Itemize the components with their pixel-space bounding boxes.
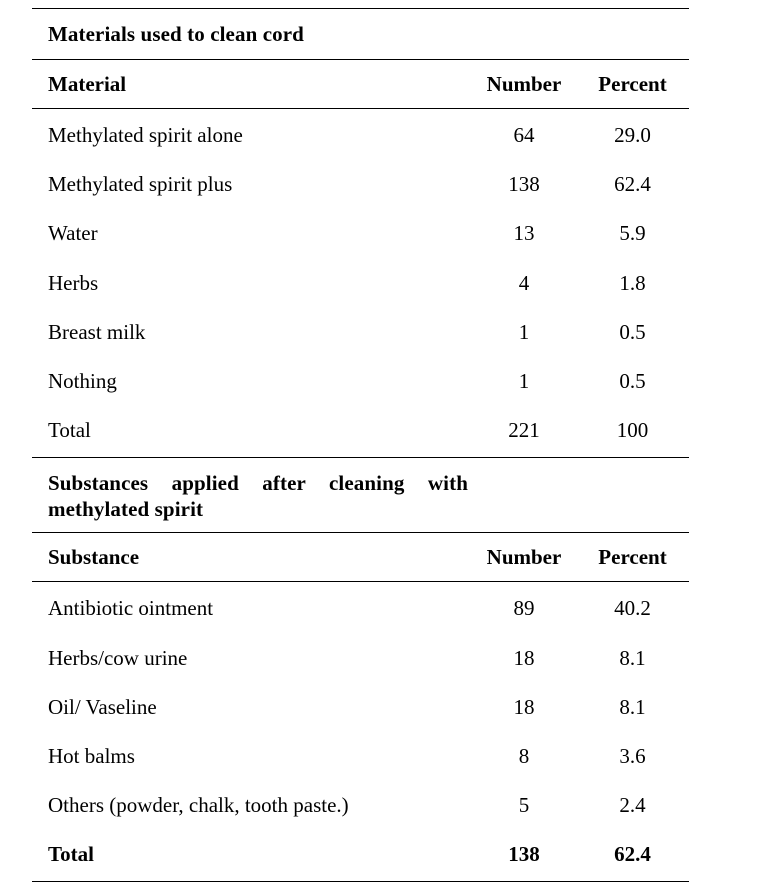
row-number: 13 — [513, 221, 535, 246]
column-header-material: Material — [48, 71, 127, 96]
row-number: 18 — [513, 645, 535, 670]
materials-body — [32, 109, 689, 457]
row-label: Oil/ Vaseline — [48, 694, 157, 719]
table-row — [32, 109, 689, 160]
row-percent: 3.6 — [619, 743, 646, 768]
table-row — [32, 582, 689, 633]
row-percent: 8.1 — [619, 694, 646, 719]
row-percent: 0.5 — [619, 319, 646, 344]
row-percent: 8.1 — [619, 645, 646, 670]
row-number: 1 — [518, 369, 530, 394]
row-label: Others (powder, chalk, tooth paste.) — [48, 793, 349, 818]
row-label: Methylated spirit plus — [48, 172, 233, 197]
total-row — [32, 406, 689, 455]
row-percent: 29.0 — [614, 123, 651, 148]
column-header-number: Number — [486, 71, 562, 96]
row-percent: 2.4 — [619, 793, 646, 818]
substances-body — [32, 582, 689, 881]
table-row — [32, 634, 689, 683]
row-label: Nothing — [48, 369, 117, 394]
row-number: 18 — [513, 694, 535, 719]
header-row-substances — [32, 533, 689, 581]
section-title-line: Substances applied after cleaning with — [48, 471, 468, 496]
row-label: Water — [48, 221, 98, 246]
row-number: 5 — [518, 793, 530, 818]
row-label: Total — [48, 842, 94, 867]
row-number: 89 — [513, 596, 535, 621]
row-percent: 62.4 — [614, 172, 651, 197]
bottom-rule — [32, 881, 689, 882]
table-row — [32, 357, 689, 406]
section-title-line: methylated spirit — [48, 497, 204, 522]
table-row — [32, 732, 689, 781]
section-title-materials: Materials used to clean cord — [48, 22, 304, 46]
table-row — [32, 259, 689, 308]
row-label: Breast milk — [48, 319, 146, 344]
row-percent: 40.2 — [614, 596, 651, 621]
table-row — [32, 308, 689, 357]
row-number: 8 — [518, 743, 530, 768]
row-percent: 100 — [616, 418, 649, 443]
column-header-number: Number — [486, 544, 562, 569]
row-percent: 62.4 — [614, 842, 651, 867]
column-header-percent: Percent — [598, 544, 667, 569]
cord-care-table — [32, 8, 689, 882]
table-row — [32, 781, 689, 830]
row-label: Total — [48, 418, 91, 443]
table-row — [32, 683, 689, 732]
column-header-percent: Percent — [598, 71, 667, 96]
row-label: Methylated spirit alone — [48, 123, 243, 148]
section-title-substances — [32, 458, 468, 532]
row-number: 138 — [508, 842, 540, 867]
row-label: Antibiotic ointment — [48, 596, 214, 621]
row-number: 221 — [508, 418, 540, 443]
row-number: 4 — [518, 270, 530, 295]
row-label: Herbs/cow urine — [48, 645, 188, 670]
table-row — [32, 209, 689, 258]
table-row — [32, 160, 689, 209]
row-label: Herbs — [48, 270, 99, 295]
row-percent: 0.5 — [619, 369, 646, 394]
column-header-substance: Substance — [48, 544, 140, 569]
header-row-materials — [32, 60, 689, 108]
row-number: 1 — [518, 319, 530, 344]
total-row — [32, 830, 689, 879]
row-number: 138 — [508, 172, 540, 197]
row-percent: 1.8 — [619, 270, 646, 295]
row-percent: 5.9 — [619, 221, 646, 246]
row-number: 64 — [513, 123, 535, 148]
row-label: Hot balms — [48, 743, 135, 768]
